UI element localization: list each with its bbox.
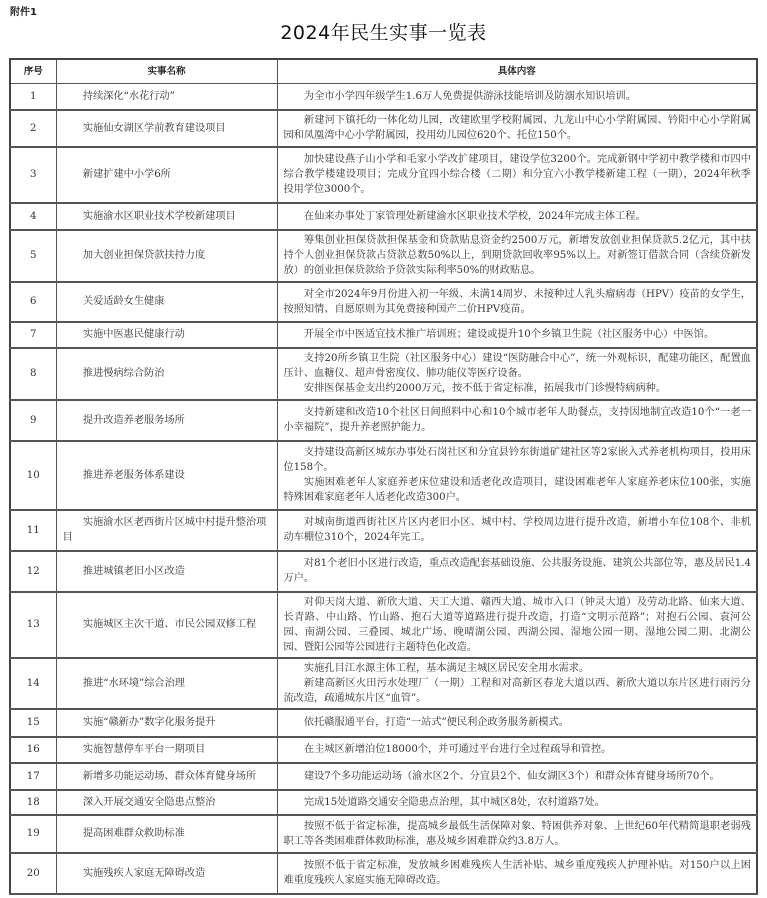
livelihood-projects-table	[9, 58, 758, 895]
project-details	[277, 815, 757, 853]
project-name: 推进“水环境”综合治理	[56, 658, 277, 709]
project-details	[277, 203, 757, 230]
row-number: 7	[10, 322, 56, 348]
header-number: 序号	[10, 59, 56, 84]
project-details	[277, 853, 757, 894]
details-paragraph: 在仙来办事处丁家管理处新建渝水区职业技术学校，2024年完成主体工程。	[303, 210, 646, 222]
project-details	[277, 348, 757, 400]
project-name: 实施仙女湖区学前教育建设项目	[56, 110, 277, 147]
row-number: 14	[10, 658, 56, 709]
row-number: 10	[10, 441, 56, 510]
table-row	[10, 400, 757, 441]
row-number: 18	[10, 790, 56, 815]
project-details	[277, 230, 757, 282]
table-row	[10, 322, 757, 348]
project-name: 提升改造养老服务场所	[56, 400, 277, 441]
project-details	[277, 551, 757, 592]
project-name: 实施渝水区老西街片区城中村提升整治项目	[56, 510, 277, 551]
table-row	[10, 737, 757, 763]
details-paragraph: 支持20所乡镇卫生院（社区服务中心）建设“医防融合中心”，统一外观标识，配建功能区，配置血压计、血糖仪、超声骨密度仪、肺功能仪等医疗设备。	[283, 353, 751, 379]
project-name: 实施渝水区职业技术学校新建项目	[56, 203, 277, 230]
project-details	[277, 658, 757, 709]
table-row	[10, 510, 757, 551]
row-number: 13	[10, 592, 56, 658]
table-row	[10, 592, 757, 658]
row-number: 4	[10, 203, 56, 230]
table-row	[10, 658, 757, 709]
project-name: 新增多功能运动场、群众体育健身场所	[56, 763, 277, 790]
row-number: 12	[10, 551, 56, 592]
table-row	[10, 282, 757, 322]
project-name: 加大创业担保贷款扶持力度	[56, 230, 277, 282]
table-header-row	[10, 59, 757, 84]
row-number: 20	[10, 853, 56, 894]
project-name: 推进慢病综合防治	[56, 348, 277, 400]
table-row	[10, 790, 757, 815]
details-paragraph: 实施孔目江水源主体工程，基本满足主城区居民安全用水需求。	[303, 662, 590, 674]
project-details	[277, 441, 757, 510]
project-name: 实施中医惠民健康行动	[56, 322, 277, 348]
row-number: 6	[10, 282, 56, 322]
header-details: 具体内容	[277, 59, 757, 84]
project-details	[277, 763, 757, 790]
table-row	[10, 763, 757, 790]
row-number: 8	[10, 348, 56, 400]
project-details	[277, 322, 757, 348]
details-paragraph: 为全市小学四年级学生1.6万人免费提供游泳技能培训及防溺水知识培训。	[303, 90, 636, 102]
row-number: 19	[10, 815, 56, 853]
project-details	[277, 510, 757, 551]
details-paragraph: 对城南街道西街社区片区内老旧小区、城中村、学校周边进行提升改造，新增小车位108个、非机动车棚位310个，2024年完工。	[283, 517, 751, 543]
table-row	[10, 853, 757, 894]
row-number: 2	[10, 110, 56, 147]
project-details	[277, 84, 757, 110]
page-title: 2024年民生实事一览表	[280, 22, 487, 44]
table-row	[10, 348, 757, 400]
project-name: 实施“赣新办”数字化服务提升	[56, 709, 277, 737]
table-row	[10, 441, 757, 510]
details-paragraph: 支持建设高新区城东办事处石岗社区和分宜县钤东街道矿建社区等2家嵌入式养老机构项目，投用床位158个。	[283, 447, 751, 473]
table-row	[10, 709, 757, 737]
details-paragraph: 在主城区新增泊位18000个，并可通过平台进行全过程疏导和管控。	[303, 744, 612, 755]
details-paragraph: 支持新建和改造10个社区日间照料中心和10个城市老年人助餐点，支持因地制宜改造10个“一老一小幸福院”，提升养老照护能力。	[283, 407, 751, 433]
details-paragraph: 实施困难老年人家庭养老床位建设和适老化改造项目，建设困难老年人家庭养老床位100张，实施特殊困难家庭老年人适老化改造300户。	[283, 477, 751, 503]
details-paragraph: 新建高新区火田污水处理厂（一期）工程和对高新区春龙大道以西、新欣大道以东片区进行雨污分流改造，疏通城东片区“血管”。	[283, 677, 751, 704]
table-row	[10, 84, 757, 110]
project-name: 实施城区主次干道、市民公园双修工程	[56, 592, 277, 658]
table-row	[10, 147, 757, 203]
row-number: 16	[10, 737, 56, 763]
project-name: 深入开展交通安全隐患点整治	[56, 790, 277, 815]
details-paragraph: 新建河下镇托幼一体化幼儿园，改建欧里学校附属园、九龙山中心小学附属园、钤阳中心小学附属园和凤凰湾中心小学附属园，投用幼儿园位620个、托位150个。	[283, 115, 751, 141]
row-number: 11	[10, 510, 56, 551]
project-details	[277, 737, 757, 763]
project-name: 提高困难群众救助标准	[56, 815, 277, 853]
project-name: 新建扩建中小学6所	[56, 147, 277, 203]
project-name: 实施残疾人家庭无障碍改造	[56, 853, 277, 894]
project-details	[277, 110, 757, 147]
details-paragraph: 筹集创业担保贷款担保基金和贷款贴息资金约2500万元，新增发放创业担保贷款5.2亿元，其中扶持个人创业担保贷款占贷款总数50%以上，到期贷款回收率95%以上。对新签订借款合同（含续贷新发放）的创业担保贷款给予贷款实际利率50%的财政贴息。	[283, 235, 751, 276]
project-details	[277, 790, 757, 815]
row-number: 3	[10, 147, 56, 203]
details-paragraph: 开展全市中医适宜技术推广培训班；建设或提升10个乡镇卫生院（社区服务中心）中医馆。	[303, 329, 715, 340]
details-paragraph: 加快建设燕子山小学和毛家小学改扩建项目，建设学位3200个。完成新钢中学初中教学楼和市四中综合教学楼建设项目；完成分宜四小综合楼（二期）和分宜六小教学楼新建工程（一期），2024年秋季投用学位3000个。	[283, 154, 751, 195]
project-details	[277, 592, 757, 658]
row-number: 15	[10, 709, 56, 737]
header-project-name: 实事名称	[56, 59, 277, 84]
project-details	[277, 709, 757, 737]
details-paragraph: 对全市2024年9月份进入初一年级、未满14周岁、未接种过人乳头瘤病毒（HPV）疫苗的女学生，按照知情、自愿原则为其免费接种国产二价HPV疫苗。	[283, 288, 751, 315]
row-number: 1	[10, 84, 56, 110]
project-details	[277, 282, 757, 322]
annex-label: 附件1	[10, 7, 37, 18]
project-name: 实施智慧停车平台一期项目	[56, 737, 277, 763]
row-number: 5	[10, 230, 56, 282]
project-details	[277, 147, 757, 203]
details-paragraph: 按照不低于省定标准，提高城乡最低生活保障对象、特困供养对象、上世纪60年代精简退职老弱残职工等各类困难群体救助标准，惠及城乡困难群众约3.8万人。	[283, 820, 751, 847]
project-name: 推进城镇老旧小区改造	[56, 551, 277, 592]
table-row	[10, 815, 757, 853]
details-paragraph: 依托赣服通平台，打造“一站式”便民利企政务服务新模式。	[303, 717, 569, 728]
row-number: 9	[10, 400, 56, 441]
project-details	[277, 400, 757, 441]
details-paragraph: 完成15处道路交通安全隐患点治理，其中城区8处，农村道路7处。	[303, 796, 605, 808]
project-name: 推进养老服务体系建设	[56, 441, 277, 510]
details-paragraph: 建设7个多功能运动场（渝水区2个、分宜县2个、仙女湖区3个）和群众体育健身场所70个。	[303, 770, 720, 782]
project-name: 持续深化“水花行动”	[56, 84, 277, 110]
row-number: 17	[10, 763, 56, 790]
table-row	[10, 551, 757, 592]
project-name: 关爱适龄女生健康	[56, 282, 277, 322]
table-row	[10, 230, 757, 282]
details-paragraph: 按照不低于省定标准，发放城乡困难残疾人生活补贴、城乡重度残疾人护理补贴。对150户以上困难重度残疾人家庭实施无障碍改造。	[283, 860, 751, 886]
details-paragraph: 对仰天岗大道、新欣大道、天工大道、赣西大道、城市入口（钟灵大道）及劳动北路、仙来大道、长青路、中山路、竹山路、抱石大道等道路进行提升改造，打造“文明示范路”；对抱石公园、袁河公园、南湖公园、三叠园、城北广场、晚晴湖公园、西湖公园、湿地公园一期、湿地公园二期、北湖公园、暨阳公园等公园进行主题特色化改造。	[283, 596, 751, 653]
table-row	[10, 203, 757, 230]
details-paragraph: 安排医保基金支出约2000万元，按不低于省定标准，拓展我市门诊慢特病病种。	[303, 383, 667, 394]
details-paragraph: 对81个老旧小区进行改造，重点改造配套基础设施、公共服务设施、建筑公共部位等，惠及居民1.4万户。	[283, 558, 751, 584]
table-row	[10, 110, 757, 147]
